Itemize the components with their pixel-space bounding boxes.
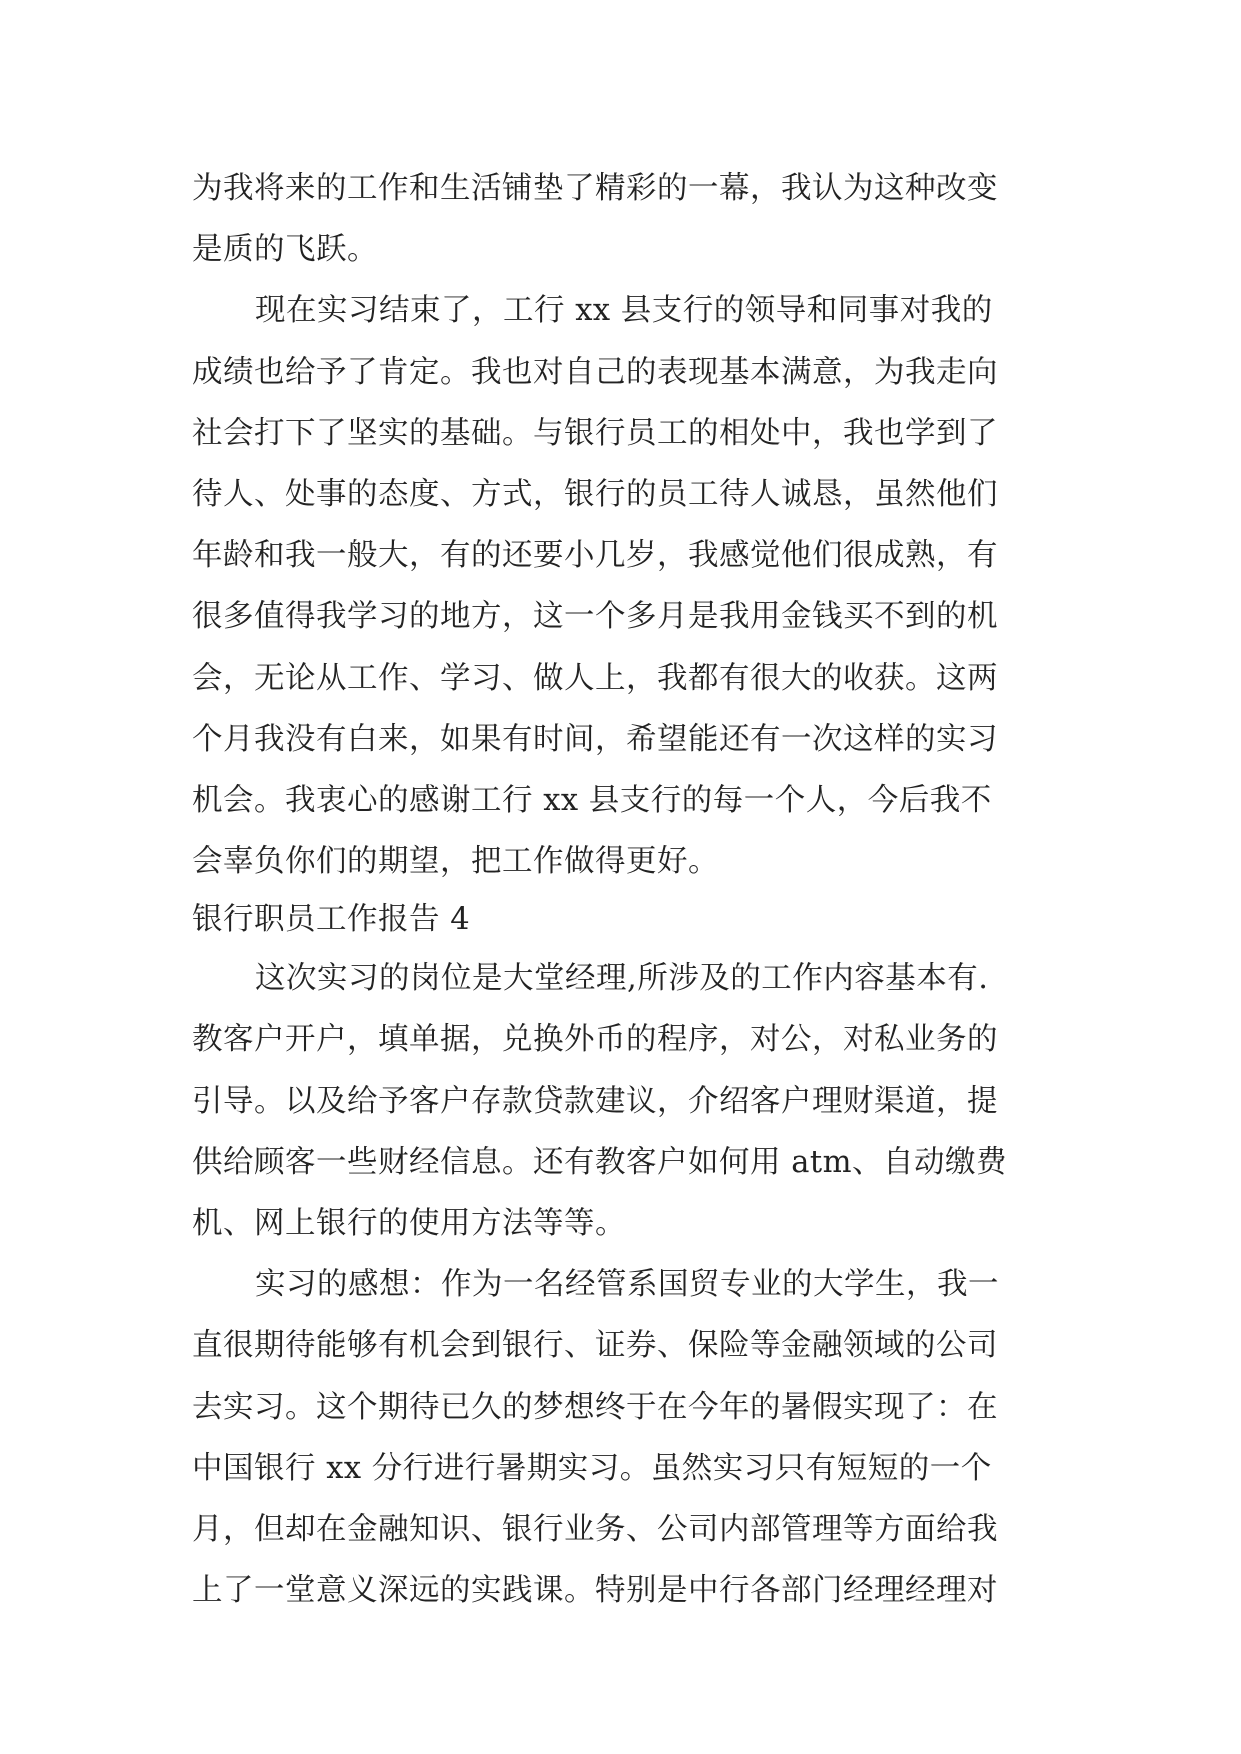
paragraph-line: 供给顾客一些财经信息。还有教客户如何用 atm、自动缴费 (192, 1144, 1008, 1180)
document-body (192, 158, 1058, 1621)
paragraph-line: 月，但却在金融知识、银行业务、公司内部管理等方面给我 (192, 1511, 998, 1547)
paragraph-line: 会辜负你们的期望，把工作做得更好。 (192, 844, 719, 880)
paragraph-line: 去实习。这个期待已久的梦想终于在今年的暑假实现了：在 (192, 1389, 998, 1425)
paragraph-line: 实习的感想：作为一名经管系国贸专业的大学生，我一 (255, 1267, 999, 1303)
paragraph-line: 直很期待能够有机会到银行、证券、保险等金融领域的公司 (192, 1328, 998, 1364)
paragraph-line: 很多值得我学习的地方，这一个多月是我用金钱买不到的机 (192, 599, 998, 635)
paragraph-line: 会，无论从工作、学习、做人上，我都有很大的收获。这两 (192, 660, 998, 696)
paragraph-line: 引导。以及给予客户存款贷款建议，介绍客户理财渠道，提 (192, 1083, 998, 1119)
paragraph-line: 中国银行 xx 分行进行暑期实习。虽然实习只有短短的一个 (192, 1450, 992, 1486)
paragraph-line: 现在实习结束了，工行 xx 县支行的领导和同事对我的 (255, 293, 993, 329)
paragraph-line: 教客户开户，填单据，兑换外币的程序，对公，对私业务的 (192, 1022, 998, 1058)
paragraph-line: 成绩也给予了肯定。我也对自己的表现基本满意，为我走向 (192, 354, 998, 390)
section-heading: 银行职员工作报告 4 (192, 902, 471, 938)
paragraph-line: 是质的飞跃。 (192, 232, 378, 268)
paragraph-line: 机、网上银行的使用方法等等。 (192, 1206, 626, 1241)
paragraph-line: 上了一堂意义深远的实践课。特别是中行各部门经理经理对 (192, 1573, 998, 1609)
paragraph-line: 社会打下了坚实的基础。与银行员工的相处中，我也学到了 (192, 415, 998, 451)
paragraph-line: 机会。我衷心的感谢工行 xx 县支行的每一个人，今后我不 (192, 782, 992, 818)
paragraph-line: 这次实习的岗位是大堂经理,所涉及的工作内容基本有. (255, 961, 989, 997)
paragraph-line: 待人、处事的态度、方式，银行的员工待人诚恳，虽然他们 (192, 476, 998, 512)
paragraph-line: 年龄和我一般大，有的还要小几岁，我感觉他们很成熟，有 (192, 538, 998, 574)
paragraph-line: 个月我没有白来，如果有时间，希望能还有一次这样的实习 (192, 721, 998, 757)
paragraph-line: 为我将来的工作和生活铺垫了精彩的一幕，我认为这种改变 (192, 171, 998, 206)
